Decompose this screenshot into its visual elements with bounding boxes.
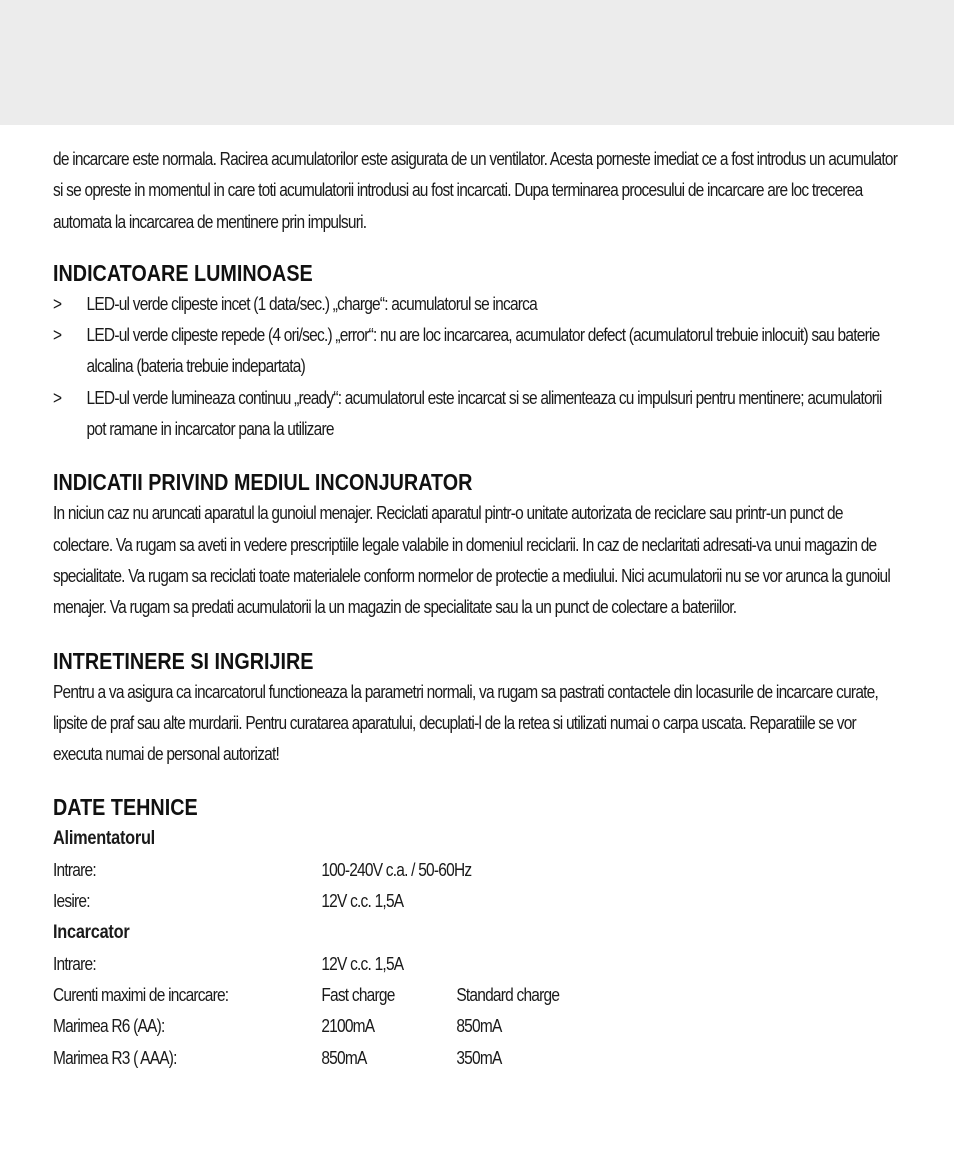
spec-value: 12V c.c. 1,5A — [321, 953, 404, 974]
bullet-marker: > — [53, 325, 62, 346]
environment-heading: INDICATII PRIVIND MEDIUL INCONJURATOR — [53, 469, 473, 496]
spec-row — [53, 980, 903, 1011]
environment-section — [53, 467, 903, 623]
spec-label: Intrare: — [53, 953, 96, 974]
maintenance-heading: INTRETINERE SI INGRIJIRE — [53, 647, 314, 674]
spec-label: Iesire: — [53, 891, 90, 912]
bullet-marker: > — [53, 387, 62, 408]
list-item-text: LED-ul verde clipeste repede (4 ori/sec.) „error“: nu are loc incarcarea, acumulator defect (acumulatorul trebuie inlocuit) sau baterie alcalina (bateria trebuie indepartata) — [86, 325, 880, 377]
spec-value: Fast charge — [321, 984, 395, 1005]
spec-label: Marimea R3 ( AAA): — [53, 1047, 177, 1068]
spec-row — [53, 949, 903, 980]
maintenance-section — [53, 646, 903, 771]
list-item-text: LED-ul verde clipeste incet (1 data/sec.) „charge“: acumulatorul se incarca — [86, 293, 537, 314]
power-supply-subheading: Alimentatorul — [53, 828, 155, 850]
spec-row — [53, 886, 903, 917]
list-item — [53, 320, 903, 383]
spec-row — [53, 1043, 903, 1074]
technical-heading: DATE TEHNICE — [53, 794, 198, 821]
spec-value: 12V c.c. 1,5A — [321, 891, 404, 912]
spec-row — [53, 1011, 903, 1042]
led-list — [53, 289, 903, 445]
indicators-section — [53, 258, 903, 445]
spec-value-secondary: 350mA — [456, 1047, 502, 1068]
maintenance-paragraph: Pentru a va asigura ca incarcatorul functioneaza la parametri normali, va rugam sa pastrati contactele din locasurile de incarcare curate, lipsite de praf sau alte murdarii. Pentru curatarea aparatului, decuplati-l de la retea si utilizati numai o carpa uscata. Reparatiile se vor executa numai de personal autorizat! — [53, 681, 879, 765]
indicators-heading: INDICATOARE LUMINOASE — [53, 259, 313, 286]
list-item — [53, 383, 903, 446]
spec-value-secondary: Standard charge — [456, 984, 560, 1005]
spec-value: 850mA — [321, 1047, 367, 1068]
spec-row — [53, 855, 903, 886]
header-band — [0, 0, 954, 125]
charger-subheading: Incarcator — [53, 922, 130, 944]
spec-value: 100-240V c.a. / 50-60Hz — [321, 859, 472, 880]
spec-label: Curenti maximi de incarcare: — [53, 984, 229, 1005]
intro-paragraph: de incarcare este normala. Racirea acumulatorilor este asigurata de un ventilator. Acesta porneste imediat ce a fost introdus un acumulator si se opreste in momentul in care toti acumulatorii introdusi au fost incarcati. Dupa terminarea procesului de incarcare are loc trecerea automata la incarcarea de mentinere prin impulsuri. — [53, 149, 898, 232]
spec-label: Intrare: — [53, 859, 96, 880]
list-item-text: LED-ul verde lumineaza continuu „ready“: acumulatorul este incarcat si se alimenteaza cu impulsuri pentru mentinere; acumulatorii pot ramane in incarcator pana la utilizare — [86, 387, 882, 440]
list-item — [53, 289, 903, 320]
spec-value: 2100mA — [321, 1016, 375, 1037]
page-content — [53, 144, 903, 1074]
environment-paragraph: In niciun caz nu aruncati aparatul la gunoiul menajer. Reciclati aparatul pintr-o unitate autorizata de reciclare sau printr-un punct de colectare. Va rugam sa aveti in vedere prescriptiile legale valabile in domeniul reciclarii. In caz de neclaritati adresati-va unui magazin de specialitate. Va rugam sa reciclati toate materialele conform normelor de protectie a mediului. Nici acumulatorii nu se vor arunca la gunoiul menajer. Va rugam sa predati acumulatorii la un magazin de specialitate sau la un punct de colectare a bateriilor. — [53, 503, 891, 618]
bullet-marker: > — [53, 293, 62, 314]
spec-value-secondary: 850mA — [456, 1016, 502, 1037]
technical-section — [53, 792, 903, 1073]
spec-label: Marimea R6 (AA): — [53, 1016, 165, 1037]
